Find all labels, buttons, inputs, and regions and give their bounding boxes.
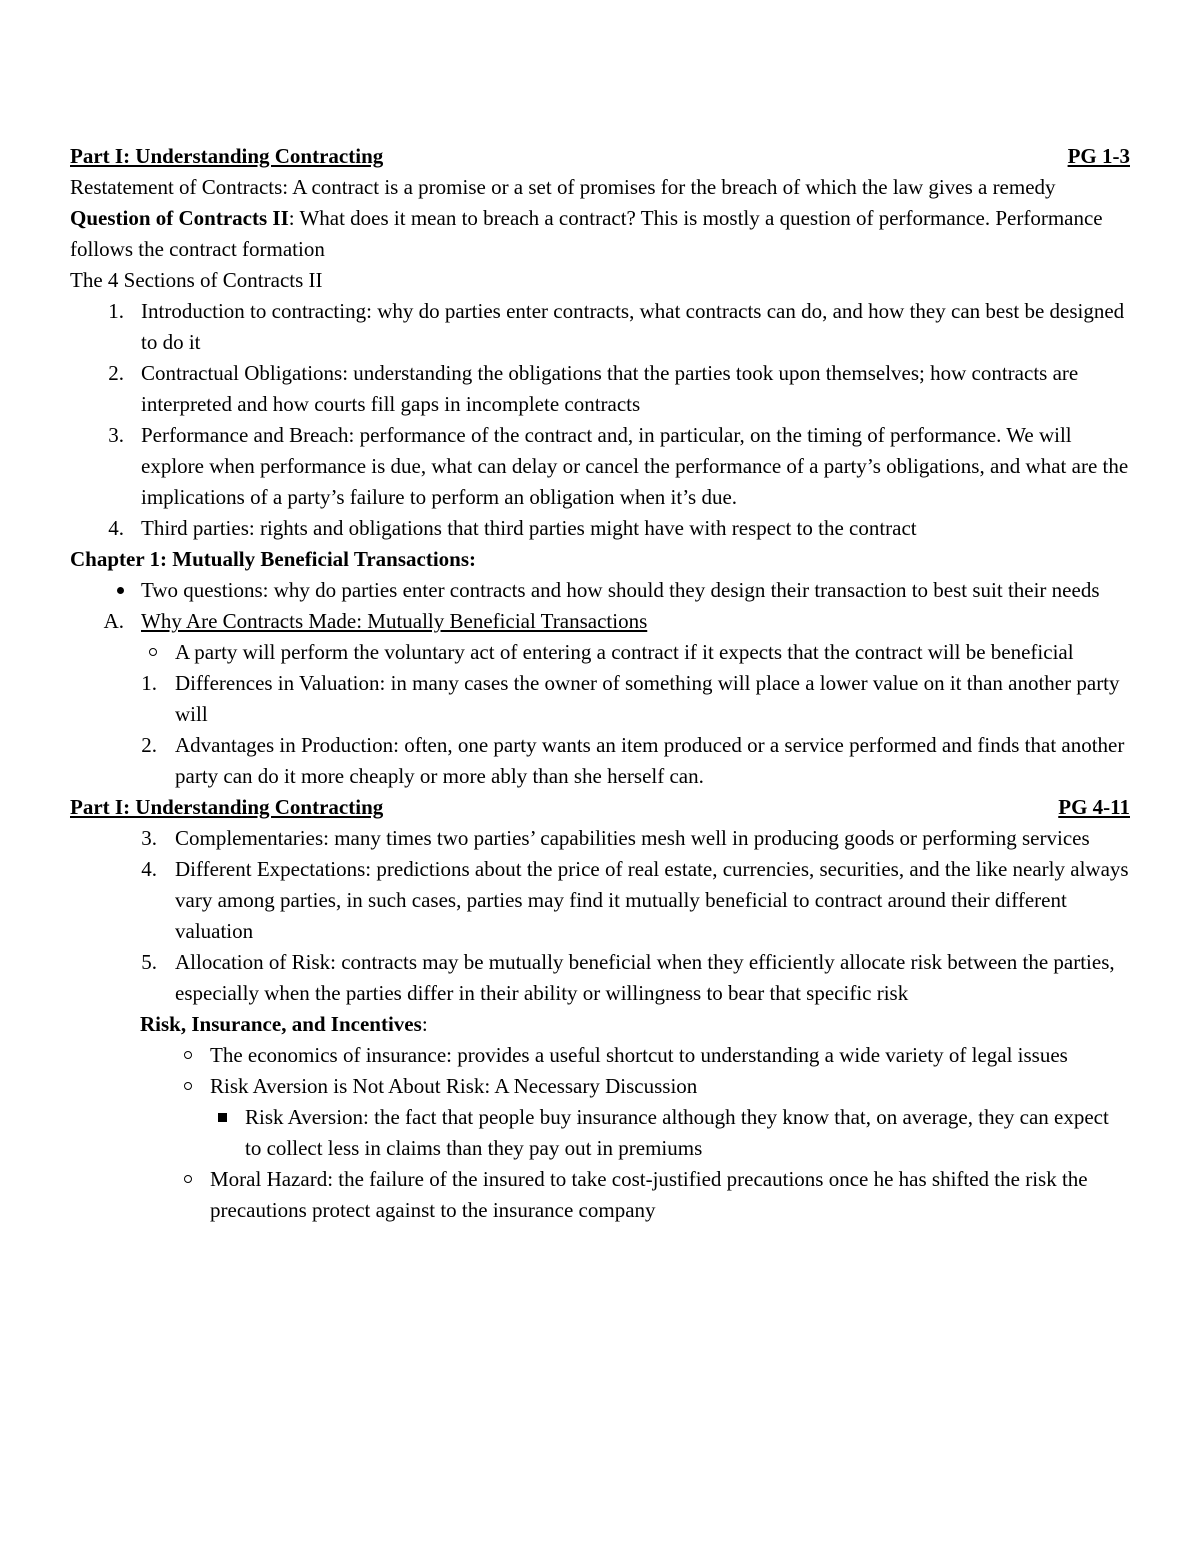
list-item-text: Different Expectations: predictions about the price of real estate, currencies, securities, and the like nearly always vary among parties, in such cases, parties may find it mutually beneficial to contract around their different valuation xyxy=(175,857,1129,943)
list-item xyxy=(175,1102,1130,1164)
list-item-text: Moral Hazard: the failure of the insured to take cost-justified precautions once he has shifted the risk the precautions protect against to the insurance company xyxy=(210,1167,1088,1222)
page-range: PG 1-3 xyxy=(1067,144,1130,168)
question-paragraph xyxy=(70,203,1130,265)
list-item-text: Contractual Obligations: understanding the obligations that the parties took upon themselves; how contracts are interpreted and how courts fill gaps in incomplete contracts xyxy=(141,361,1079,416)
list-item-text: Risk Aversion: the fact that people buy insurance although they know that, on average, they can expect to collect less in claims than they pay out in premiums xyxy=(245,1105,1109,1160)
list-item-text: Risk Aversion is Not About Risk: A Necessary Discussion xyxy=(210,1074,698,1098)
list-item xyxy=(70,358,1130,420)
list-number: 1. xyxy=(141,671,157,695)
list-number: 3. xyxy=(108,423,124,447)
list-number: 4. xyxy=(108,516,124,540)
list-item xyxy=(105,668,1130,730)
list-number: 2. xyxy=(141,733,157,757)
question-text: : What does it mean to breach a contract? This is mostly a question of performance. Performance follows the contract formation xyxy=(70,206,1103,261)
risk-heading xyxy=(140,1009,1130,1040)
restatement-paragraph: Restatement of Contracts: A contract is a promise or a set of promises for the breach of which the law gives a remedy xyxy=(70,175,1056,199)
circle-bullet-icon xyxy=(140,1040,210,1071)
list-item-text: Advantages in Production: often, one party wants an item produced or a service performed and finds that another party can do it more cheaply or more ably than she herself can. xyxy=(175,733,1125,788)
list-item xyxy=(105,637,1130,668)
list-item xyxy=(105,854,1130,947)
list-number: 1. xyxy=(108,299,124,323)
list-item-text: Differences in Valuation: in many cases the owner of something will place a lower value on it than another party will xyxy=(175,671,1120,726)
four-sections-title: The 4 Sections of Contracts II xyxy=(70,268,323,292)
chapter-title: Chapter 1: Mutually Beneficial Transactions: xyxy=(70,547,476,571)
question-label: Question of Contracts II xyxy=(70,206,289,230)
circle-bullet-icon xyxy=(140,1164,210,1226)
list-item-text: Two questions: why do parties enter contracts and how should they design their transaction to best suit their needs xyxy=(141,578,1100,602)
circle-bullet-icon xyxy=(140,1071,210,1102)
list-number: 5. xyxy=(141,950,157,974)
section-title: Part I: Understanding Contracting xyxy=(70,144,384,168)
page-range: PG 4-11 xyxy=(1058,795,1130,819)
list-item-text: The economics of insurance: provides a useful shortcut to understanding a wide variety of legal issues xyxy=(210,1043,1068,1067)
list-item xyxy=(140,1071,1130,1102)
list-item-text: Introduction to contracting: why do parties enter contracts, what contracts can do, and how they can best be designed to do it xyxy=(141,299,1125,354)
document-page xyxy=(70,141,1130,1226)
list-item-text: Allocation of Risk: contracts may be mutually beneficial when they efficiently allocate risk between the parties, especially when the parties differ in their ability or willingness to bear that specific risk xyxy=(175,950,1115,1005)
list-item xyxy=(70,513,1130,544)
circle-bullet-icon xyxy=(105,637,175,668)
bullet-icon xyxy=(70,575,141,606)
square-bullet-icon xyxy=(175,1102,245,1164)
list-item xyxy=(70,420,1130,513)
list-number: 2. xyxy=(108,361,124,385)
subsection-title: Why Are Contracts Made: Mutually Beneficial Transactions xyxy=(141,609,648,633)
list-item-text: A party will perform the voluntary act of entering a contract if it expects that the contract will be beneficial xyxy=(175,640,1074,664)
subsection-heading xyxy=(70,606,1130,637)
list-item xyxy=(70,575,1130,606)
list-number: 3. xyxy=(141,826,157,850)
risk-title-suffix: : xyxy=(421,1012,428,1036)
list-item-text: Complementaries: many times two parties’ capabilities mesh well in producing goods or performing services xyxy=(175,826,1090,850)
list-item-text: Performance and Breach: performance of the contract and, in particular, on the timing of performance. We will explore when performance is due, what can delay or cancel the performance of a party’s obligations, and what are the implications of a party’s failure to perform an obligation when it’s due. xyxy=(141,423,1129,509)
section-heading xyxy=(70,141,1130,172)
list-item xyxy=(105,947,1130,1009)
list-item-text: Third parties: rights and obligations that third parties might have with respect to the contract xyxy=(141,516,917,540)
list-item xyxy=(105,823,1130,854)
section-title: Part I: Understanding Contracting xyxy=(70,795,384,819)
risk-title: Risk, Insurance, and Incentives xyxy=(140,1012,422,1036)
subsection-marker: A. xyxy=(103,609,124,633)
list-item xyxy=(140,1164,1130,1226)
list-item xyxy=(70,296,1130,358)
list-number: 4. xyxy=(141,857,157,881)
list-item xyxy=(140,1040,1130,1071)
list-item xyxy=(105,730,1130,792)
section-heading xyxy=(70,792,1130,823)
